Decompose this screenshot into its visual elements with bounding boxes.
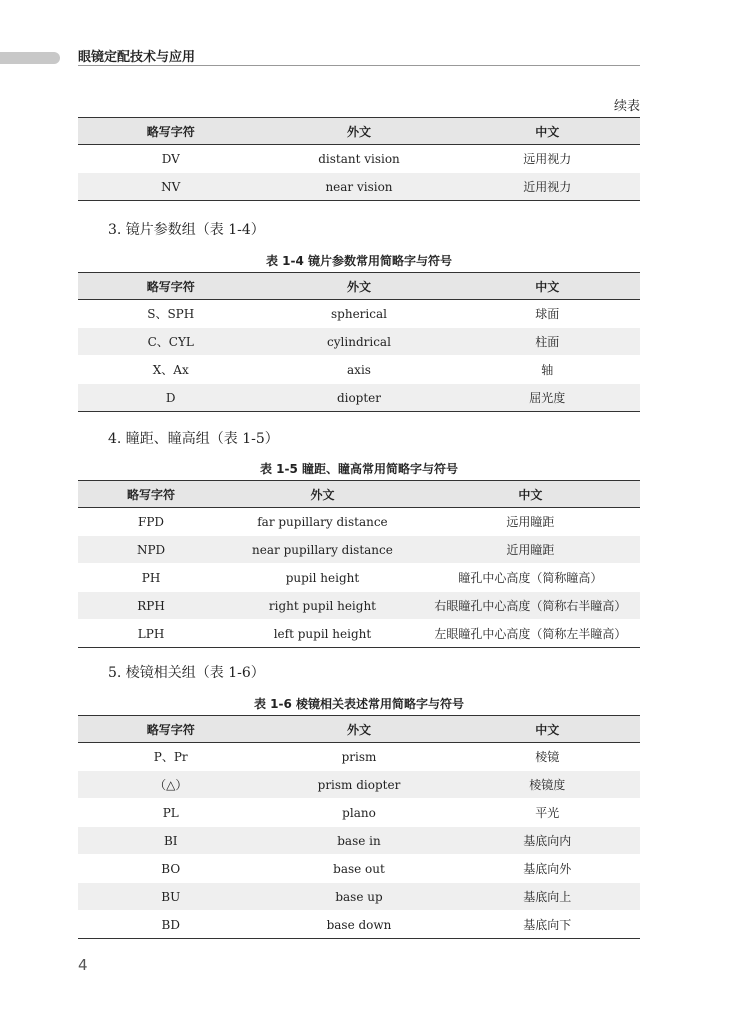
running-header-title: 眼镜定配技术与应用 xyxy=(78,50,196,65)
abbreviation-cell: BO xyxy=(78,855,263,883)
table-header-row xyxy=(78,716,640,743)
column-header-foreign-term: 外文 xyxy=(224,481,421,508)
table-caption-1-4: 表 1-4 镜片参数常用简略字与符号 xyxy=(265,254,453,268)
chinese-term-cell: 柱面 xyxy=(455,328,640,356)
foreign-term-cell: prism xyxy=(263,743,454,771)
abbreviation-cell: NPD xyxy=(78,536,224,564)
table-row xyxy=(78,799,640,827)
table-row xyxy=(78,883,640,911)
abbreviation-cell: BD xyxy=(78,911,263,939)
foreign-term-cell: base up xyxy=(263,883,454,911)
chinese-term-cell: 棱镜度 xyxy=(455,771,640,799)
column-header-chinese-term: 中文 xyxy=(455,273,640,300)
table-row xyxy=(78,743,640,771)
column-header-abbreviation: 略写字符 xyxy=(78,118,263,145)
column-header-foreign-term: 外文 xyxy=(263,118,454,145)
table-row xyxy=(78,173,640,201)
abbreviation-cell: PL xyxy=(78,799,263,827)
chinese-term-cell: 基底向上 xyxy=(455,883,640,911)
table-header-row xyxy=(78,118,640,145)
foreign-term-cell: distant vision xyxy=(263,145,454,173)
abbreviation-cell: FPD xyxy=(78,508,224,536)
chinese-term-cell: 棱镜 xyxy=(455,743,640,771)
column-header-abbreviation: 略写字符 xyxy=(78,273,263,300)
section-heading-pupil-distance: 4. 瞳距、瞳高组（表 1-5） xyxy=(108,431,279,447)
chinese-term-cell: 近用视力 xyxy=(455,173,640,201)
table-row xyxy=(78,300,640,328)
chinese-term-cell: 瞳孔中心高度（简称瞳高） xyxy=(421,564,640,592)
column-header-chinese-term: 中文 xyxy=(421,481,640,508)
chinese-term-cell: 远用瞳距 xyxy=(421,508,640,536)
header-decoration-bar xyxy=(0,52,60,64)
table-row xyxy=(78,536,640,564)
foreign-term-cell: prism diopter xyxy=(263,771,454,799)
table-1-6 xyxy=(78,715,640,939)
chinese-term-cell: 平光 xyxy=(455,799,640,827)
foreign-term-cell: spherical xyxy=(263,300,454,328)
table-row xyxy=(78,771,640,799)
table-1-3-continued xyxy=(78,117,640,201)
foreign-term-cell: axis xyxy=(263,356,454,384)
table-row xyxy=(78,911,640,939)
section-heading-lens-parameters: 3. 镜片参数组（表 1-4） xyxy=(108,222,265,238)
foreign-term-cell: base down xyxy=(263,911,454,939)
foreign-term-cell: base in xyxy=(263,827,454,855)
table-1-4 xyxy=(78,272,640,412)
abbreviation-cell: NV xyxy=(78,173,263,201)
abbreviation-cell: （△） xyxy=(78,771,263,799)
chinese-term-cell: 轴 xyxy=(455,356,640,384)
column-header-abbreviation: 略写字符 xyxy=(78,481,224,508)
table-row xyxy=(78,328,640,356)
table-row xyxy=(78,855,640,883)
table-row xyxy=(78,356,640,384)
chinese-term-cell: 左眼瞳孔中心高度（简称左半瞳高） xyxy=(421,620,640,648)
chinese-term-cell: 右眼瞳孔中心高度（简称右半瞳高） xyxy=(421,592,640,620)
table-row xyxy=(78,384,640,412)
abbreviation-cell: X、Ax xyxy=(78,356,263,384)
table-row xyxy=(78,508,640,536)
header-rule xyxy=(78,65,640,66)
chinese-term-cell: 远用视力 xyxy=(455,145,640,173)
abbreviation-cell: DV xyxy=(78,145,263,173)
column-header-foreign-term: 外文 xyxy=(263,716,454,743)
table-caption-1-5: 表 1-5 瞳距、瞳高常用简略字与符号 xyxy=(259,462,459,476)
foreign-term-cell: plano xyxy=(263,799,454,827)
section-heading-prism: 5. 棱镜相关组（表 1-6） xyxy=(108,665,265,681)
table-row xyxy=(78,620,640,648)
table-1-5 xyxy=(78,480,640,648)
foreign-term-cell: near pupillary distance xyxy=(224,536,421,564)
abbreviation-cell: P、Pr xyxy=(78,743,263,771)
table-header-row xyxy=(78,481,640,508)
table-row xyxy=(78,145,640,173)
foreign-term-cell: near vision xyxy=(263,173,454,201)
chinese-term-cell: 近用瞳距 xyxy=(421,536,640,564)
abbreviation-cell: S、SPH xyxy=(78,300,263,328)
foreign-term-cell: pupil height xyxy=(224,564,421,592)
chinese-term-cell: 基底向内 xyxy=(455,827,640,855)
abbreviation-cell: LPH xyxy=(78,620,224,648)
foreign-term-cell: diopter xyxy=(263,384,454,412)
continued-table-label: 续表 xyxy=(613,99,640,114)
abbreviation-cell: BI xyxy=(78,827,263,855)
column-header-chinese-term: 中文 xyxy=(455,716,640,743)
foreign-term-cell: right pupil height xyxy=(224,592,421,620)
table-row xyxy=(78,592,640,620)
chinese-term-cell: 球面 xyxy=(455,300,640,328)
table-header-row xyxy=(78,273,640,300)
abbreviation-cell: C、CYL xyxy=(78,328,263,356)
table-row xyxy=(78,564,640,592)
foreign-term-cell: cylindrical xyxy=(263,328,454,356)
column-header-abbreviation: 略写字符 xyxy=(78,716,263,743)
foreign-term-cell: far pupillary distance xyxy=(224,508,421,536)
abbreviation-cell: RPH xyxy=(78,592,224,620)
page-number: 4 xyxy=(78,956,88,974)
foreign-term-cell: base out xyxy=(263,855,454,883)
abbreviation-cell: PH xyxy=(78,564,224,592)
table-row xyxy=(78,827,640,855)
chinese-term-cell: 屈光度 xyxy=(455,384,640,412)
chinese-term-cell: 基底向下 xyxy=(455,911,640,939)
foreign-term-cell: left pupil height xyxy=(224,620,421,648)
chinese-term-cell: 基底向外 xyxy=(455,855,640,883)
column-header-chinese-term: 中文 xyxy=(455,118,640,145)
abbreviation-cell: BU xyxy=(78,883,263,911)
abbreviation-cell: D xyxy=(78,384,263,412)
column-header-foreign-term: 外文 xyxy=(263,273,454,300)
table-caption-1-6: 表 1-6 棱镜相关表述常用简略字与符号 xyxy=(253,697,465,711)
